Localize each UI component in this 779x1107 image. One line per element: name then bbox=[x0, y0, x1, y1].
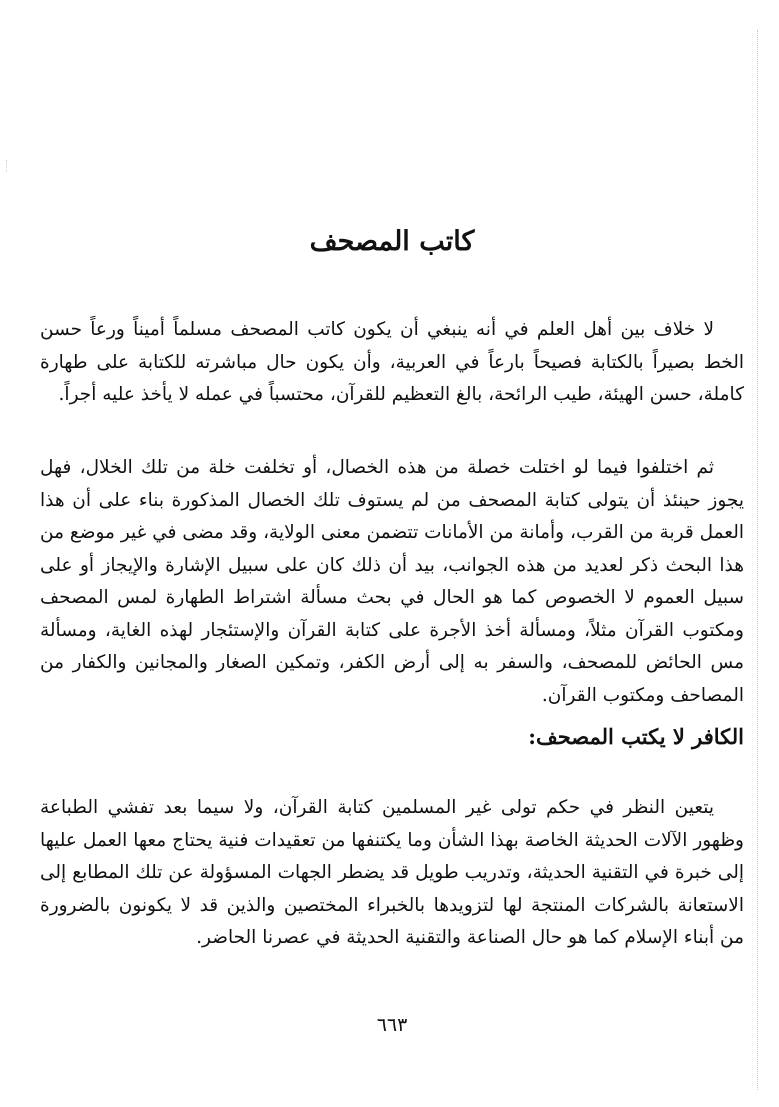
paragraph-3: يتعين النظر في حكم تولى غير المسلمين كتابة القرآن، ولا سيما بعد تفشي الطباعة وظهور الآلات الحديثة الخاصة بهذا الشأن وما يكتنفها من تعقيدات فنية يحتاج معها العمل عليها إلى خبرة في التقنية الحديثة، وتدريب طويل قد يضطر الجهات المسؤولة عن تلك المطابع إلى الاستعانة بالشركات المنتجة لها لتزويدها بالخبراء المختصين والذين قد لا يكونون بالضرورة من أبناء الإسلام كما هو حال الصناعة والتقنية الحديثة في عصرنا الحاضر. bbox=[40, 797, 744, 948]
page-number: ٦٦٣ bbox=[376, 1014, 408, 1036]
scan-margin-mark bbox=[6, 160, 7, 172]
section-paragraph-block bbox=[40, 792, 744, 955]
paragraph-1: لا خلاف بين أهل العلم في أنه ينبغي أن يكون كاتب المصحف مسلماً أميناً ورعاً حسن الخط بصيراً بالكتابة فصيحاً بارعاً في العربية، وأن يكون حال مباشرته للكتابة على طهارة كاملة، حسن الهيئة، طيب الرائحة، بالغ التعظيم للقرآن، محتسباً في عمله لا يأخذ عليه أجراً. bbox=[40, 319, 744, 405]
document-page bbox=[40, 0, 744, 1107]
intro-paragraph-block bbox=[40, 314, 744, 412]
page-edge-rule bbox=[757, 30, 758, 1090]
section-heading: الكافر لا يكتب المصحف: bbox=[528, 724, 744, 749]
page-title: كاتب المصحف bbox=[309, 226, 475, 257]
second-paragraph-block bbox=[40, 452, 744, 712]
paragraph-2: ثم اختلفوا فيما لو اختلت خصلة من هذه الخصال، أو تخلفت خلة من تلك الخلال، فهل يجوز حينئذ أن يتولى كتابة المصحف من لم يستوف تلك الخصال المذكورة بناء على أن هذا العمل قربة من القرب، وأمانة من الأمانات تتضمن معنى الولاية، وقد مضى في غير موضع من هذا البحث ذكر لعديد من هذه الجوانب، بيد أن ذلك كان على سبيل الإشارة والإيجاز أو على سبيل العموم لا الخصوص كما هو الحال في بحث مسألة اشتراط الطهارة لمس المصحف ومكتوب القرآن مثلاً، ومسألة أخذ الأجرة على كتابة القرآن والإستئجار لهذه الغاية، ومسألة مس الحائض للمصحف، والسفر به إلى أرض الكفر، وتمكين الصغار والمجانين والكفار من المصاحف ومكتوب القرآن. bbox=[40, 457, 744, 706]
